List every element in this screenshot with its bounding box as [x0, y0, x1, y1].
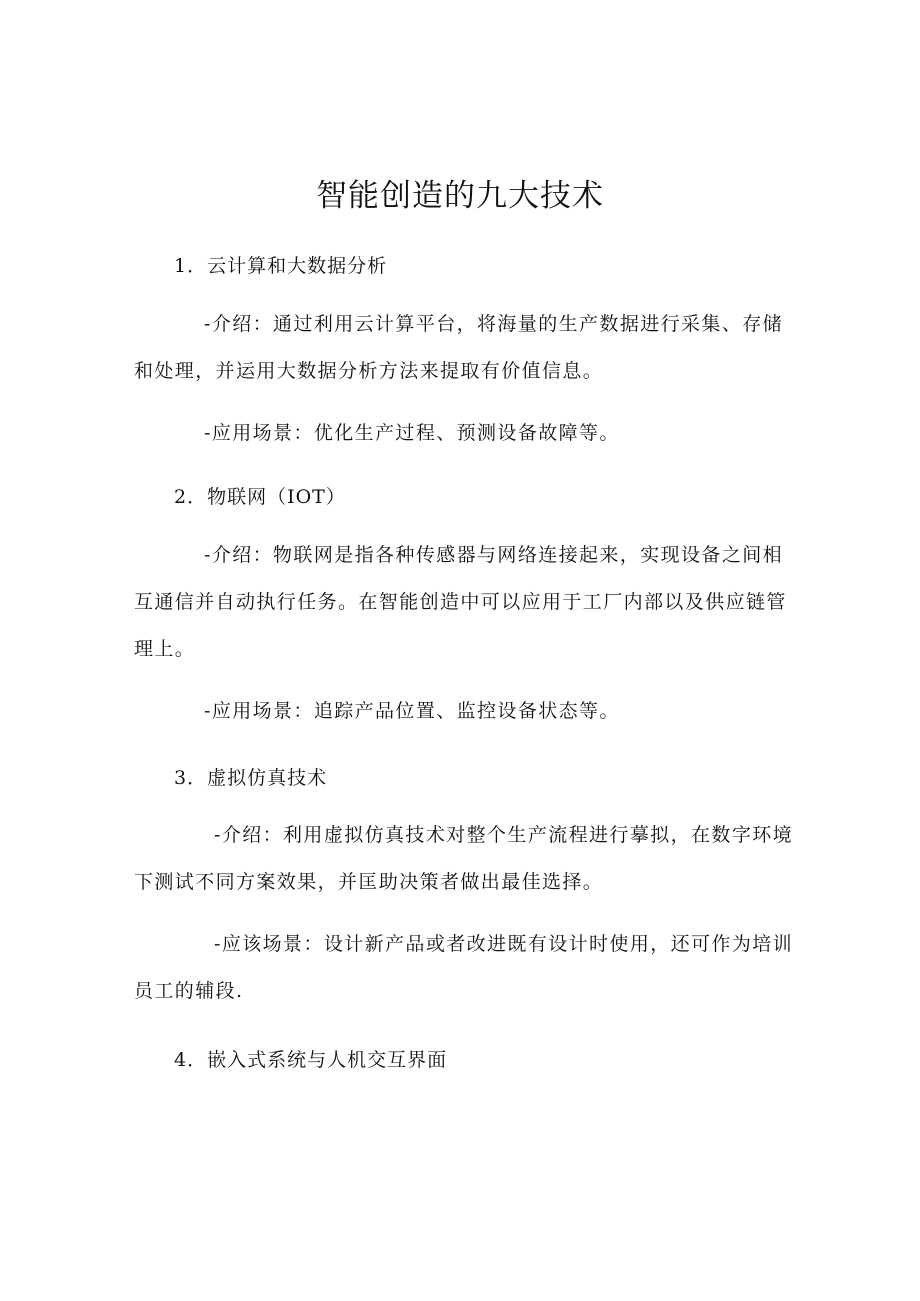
section-4-heading: 4．嵌入式系统与人机交互界面: [174, 1049, 448, 1071]
section-1-scenario: -应用场景：优化生产过程、预测设备故障等。: [204, 422, 620, 444]
section-1-heading: 1．云计算和大数据分析: [174, 255, 388, 277]
section-3-intro: -介绍：利用虚拟仿真技术对整个生产流程进行摹拟，在数字环境下测试不同方案效果，并匡助决策者做出最佳选择。: [134, 824, 794, 893]
section-2-heading: 2．物联网（IOT）: [174, 486, 346, 508]
section-3-heading: 3．虚拟仿真技术: [174, 767, 328, 789]
document-title: 智能创造的九大技术: [316, 178, 604, 214]
section-2-intro: -介绍：物联网是指各种传感器与网络连接起来，实现设备之间相互通信并自动执行任务。在智能创造中可以应用于工厂内部以及供应链管理上。: [134, 544, 787, 660]
section-1-intro: -介绍：通过利用云计算平台，将海量的生产数据进行采集、存储和处理，并运用大数据分析方法来提取有价值信息。: [134, 313, 784, 382]
section-3-scenario: -应该场景：设计新产品或者改进既有设计时使用，还可作为培训员工的辅段.: [134, 933, 794, 1002]
section-2-scenario: -应用场景：追踪产品位置、监控设备状态等。: [204, 700, 620, 722]
